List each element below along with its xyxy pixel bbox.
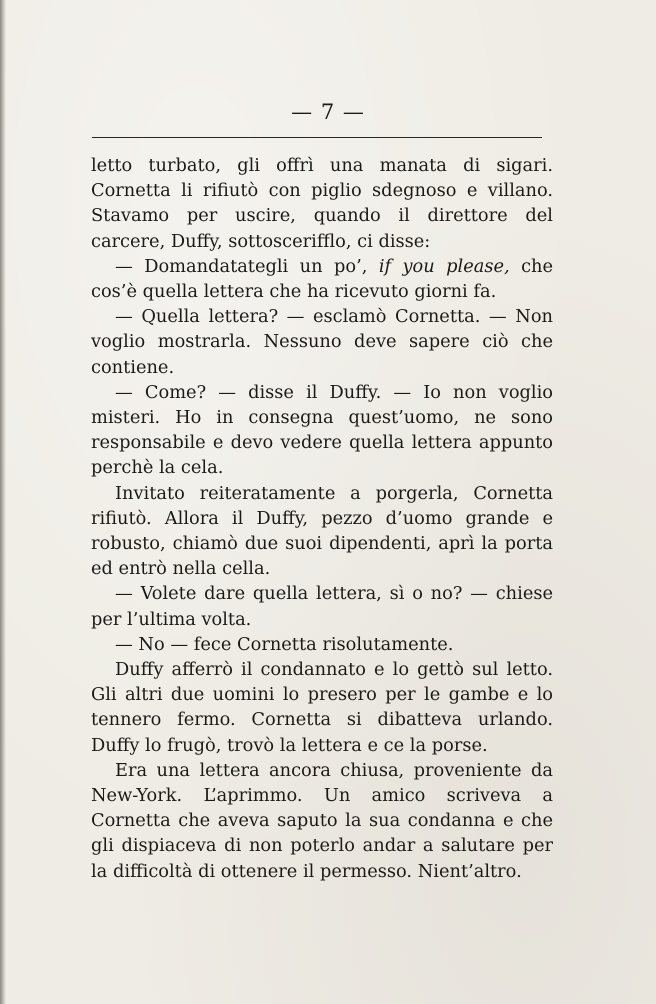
body-text <box>91 153 553 884</box>
paragraph: Invitato reiteratamente a porgerla, Cornetta rifiutò. Allora il Duffy, pezzo d’uomo grande e robusto, chiamò due suoi dipendenti, aprì la porta ed entrò nella cella. <box>91 482 553 580</box>
paragraph: — Quella lettera? — esclamò Cornetta. — Non voglio mostrarla. Nessuno deve sapere ciò che contiene. <box>91 306 553 378</box>
paragraph: Duffy afferrò il condannato e lo gettò sul letto. Gli altri due uomini lo presero per le gambe e lo tennero fermo. Cornetta si dibatteva urlando. Duffy lo frugò, trovò la lettera e ce la porse. <box>91 659 553 756</box>
paragraph: — Come? — disse il Duffy. — Io non voglio misteri. Ho in consegna quest’uomo, ne sono responsabile e devo vedere quella lettera appunto perchè la cela. <box>91 381 553 479</box>
page-binding-edge <box>0 0 6 1004</box>
paragraph <box>91 254 553 304</box>
italic-phrase: if you please, <box>378 255 510 277</box>
paragraph-text: che cos’è quella lettera che ha ricevuto giorni fa. <box>91 255 553 303</box>
paragraph-text: — Domandatategli un po’, <box>115 255 379 277</box>
header-rule <box>92 137 542 138</box>
paragraph: letto turbato, gli offrì una manata di sigari. Cornetta li rifiutò con piglio sdegnoso e villano. Stavamo per uscire, quando il direttore del carcere, Duffy, sottoscerifflo, ci disse: <box>91 155 553 252</box>
paragraph: — Volete dare quella lettera, sì o no? — chiese per l’ultima volta. <box>91 583 553 630</box>
paragraph: — No — fece Cornetta risolutamente. <box>115 633 454 655</box>
page-number: — 7 — <box>291 100 365 124</box>
paragraph: Era una lettera ancora chiusa, proveniente da New-York. L’aprimmo. Un amico scriveva a Cornetta che aveva saputo la sua condanna e che gli dispiaceva di non poterlo andar a salutare per la difficoltà di ottenere il permesso. Nient’altro. <box>91 759 553 882</box>
